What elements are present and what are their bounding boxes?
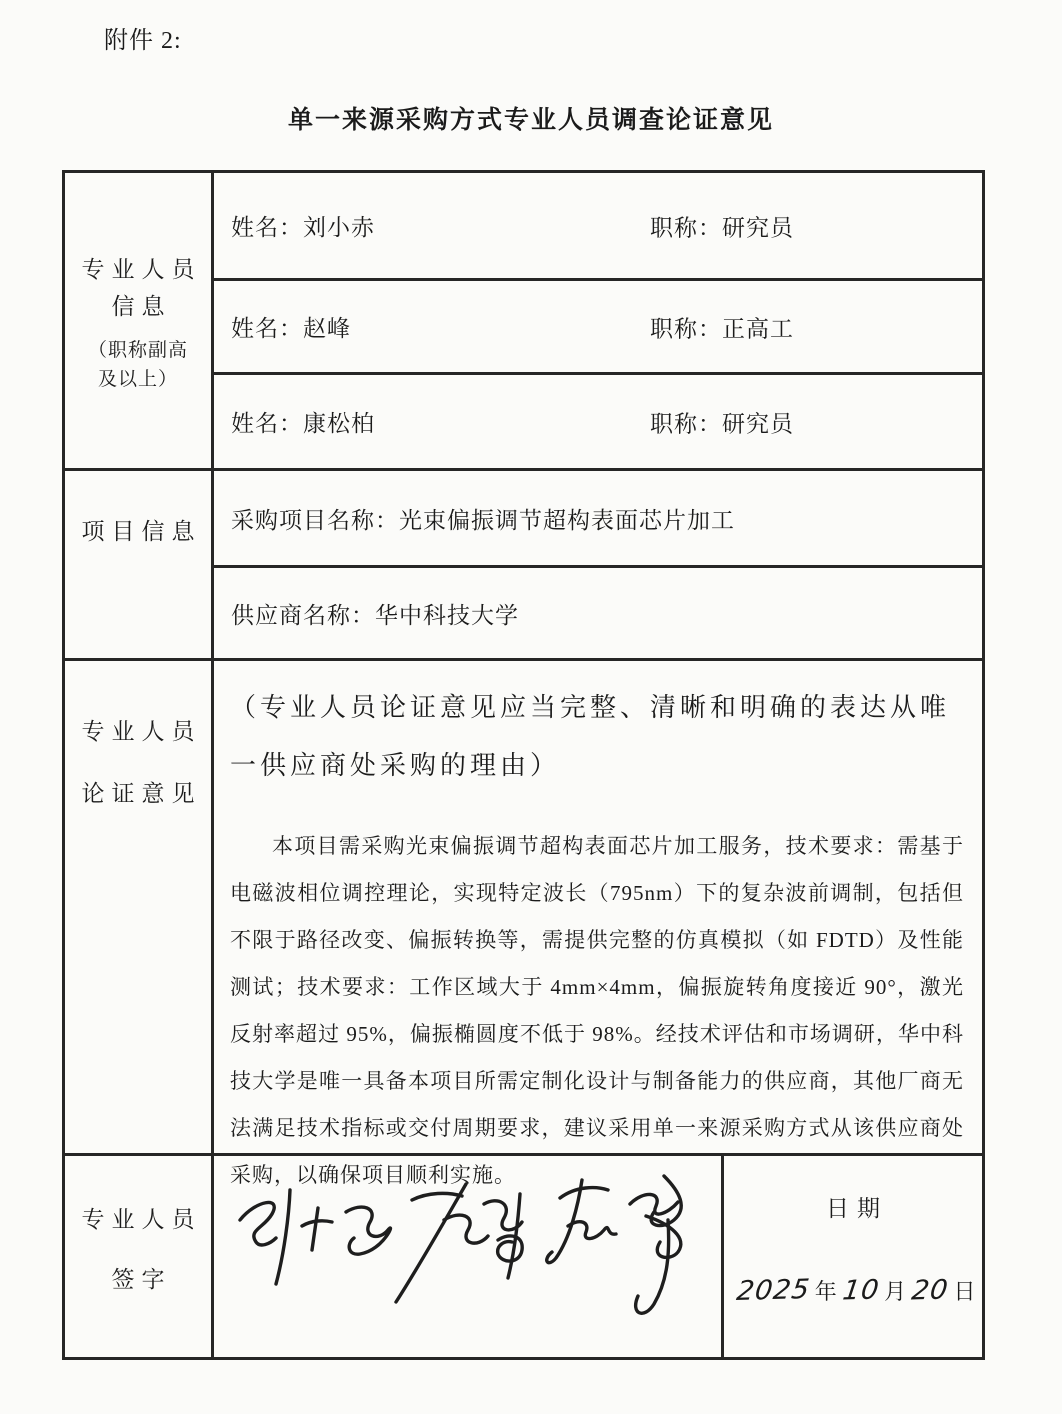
project-row (214, 565, 982, 658)
name-label: 姓名： (231, 215, 303, 240)
role-value: 研究员 (722, 215, 794, 240)
role-field (650, 310, 794, 343)
signature-liu-xiaochi (240, 1190, 390, 1284)
section-expert-opinion (65, 658, 982, 1187)
section-personnel-info (65, 173, 982, 468)
section-signatures (65, 1153, 982, 1357)
project-rows (214, 471, 982, 658)
project-info-label (65, 471, 214, 658)
name-label: 姓名： (231, 316, 303, 341)
date-day-unit: 日 (953, 1279, 977, 1304)
field-label: 供应商名称： (231, 602, 375, 628)
expert-opinion-content (214, 661, 982, 1187)
project-row (214, 471, 982, 565)
field-value: 光束偏振调节超构表面芯片加工 (399, 507, 735, 533)
label-line: 项目信息 (81, 519, 202, 544)
attachment-label: 附件 2: (104, 28, 182, 54)
name-value: 刘小赤 (303, 215, 375, 240)
personnel-row (214, 278, 982, 372)
opinion-form-table (62, 170, 985, 1360)
project-name-field (231, 502, 735, 535)
label-subnote-line: （职称副高 (87, 339, 188, 361)
role-value: 研究员 (722, 411, 794, 436)
signature-zhao-feng (547, 1176, 681, 1313)
signature-label (65, 1156, 214, 1357)
page-title: 单一来源采购方式专业人员调查论证意见 (287, 107, 774, 134)
label-subnote-line: 及以上） (97, 369, 178, 391)
personnel-rows (214, 173, 982, 468)
label-line: 论证意见 (81, 781, 202, 807)
label-line: 专业人员 (81, 719, 202, 744)
supplier-name-field (231, 597, 519, 630)
date-day: 20 (909, 1274, 951, 1307)
field-value: 华中科技大学 (375, 602, 519, 628)
role-label: 职称： (650, 411, 722, 436)
date-year: 2025 (734, 1274, 812, 1307)
role-value: 正高工 (722, 316, 794, 341)
opinion-instruction-note: （专业人员论证意见应当完整、清晰和明确的表达从唯一供应商处采购的理由） (230, 693, 951, 780)
name-field (231, 310, 351, 343)
personnel-row (214, 173, 982, 278)
label-line: 信息 (111, 294, 172, 320)
opinion-body-text: 本项目需采购光束偏振调节超构表面芯片加工服务，技术要求：需基于电磁波相位调控理论，实现特定波长（795nm）下的复杂波前调制，包括但不限于路径改变、偏振转换等，需提供完整的仿真模拟（如 FDTD）及性能测试；技术要求：工作区域大于 4mm×4mm，偏振旋转角度接近 90°，激光反射率超过 95%，偏振椭圆度不低于 98%。经技术评估和市场调研，华中科技大学是唯一具备本项目所需定制化设计与制备能力的供应商，其他厂商无法满足技术指标或交付周期要求，建议采用单一来源采购方式从该供应商处采购，以确保项目顺利实施。 (230, 834, 964, 1187)
role-field (650, 405, 794, 438)
section-project-info (65, 468, 982, 658)
date-year-unit: 年 (814, 1279, 838, 1304)
handwritten-date (724, 1275, 978, 1306)
role-label: 职称： (650, 215, 722, 240)
date-area (724, 1156, 982, 1357)
personnel-info-label (65, 173, 214, 468)
expert-opinion-label (65, 661, 214, 1153)
field-label: 采购项目名称： (231, 507, 399, 533)
role-field (650, 209, 794, 242)
signature-kang-songbai (396, 1184, 522, 1302)
name-field (231, 405, 375, 438)
date-month-unit: 月 (884, 1279, 908, 1304)
signature-area (214, 1156, 724, 1357)
label-subnote (88, 336, 188, 395)
handwritten-signatures-image (226, 1164, 716, 1334)
role-label: 职称： (650, 316, 722, 341)
name-label: 姓名： (231, 411, 303, 436)
personnel-row (214, 372, 982, 468)
label-line: 签字 (111, 1266, 172, 1292)
name-value: 赵峰 (303, 316, 351, 341)
label-line: 专业人员 (81, 257, 202, 283)
name-value: 康松柏 (303, 411, 375, 436)
date-month: 10 (840, 1274, 882, 1307)
label-line: 专业人员 (81, 1207, 202, 1232)
date-label: 日期 (826, 1196, 888, 1221)
name-field (231, 209, 375, 242)
